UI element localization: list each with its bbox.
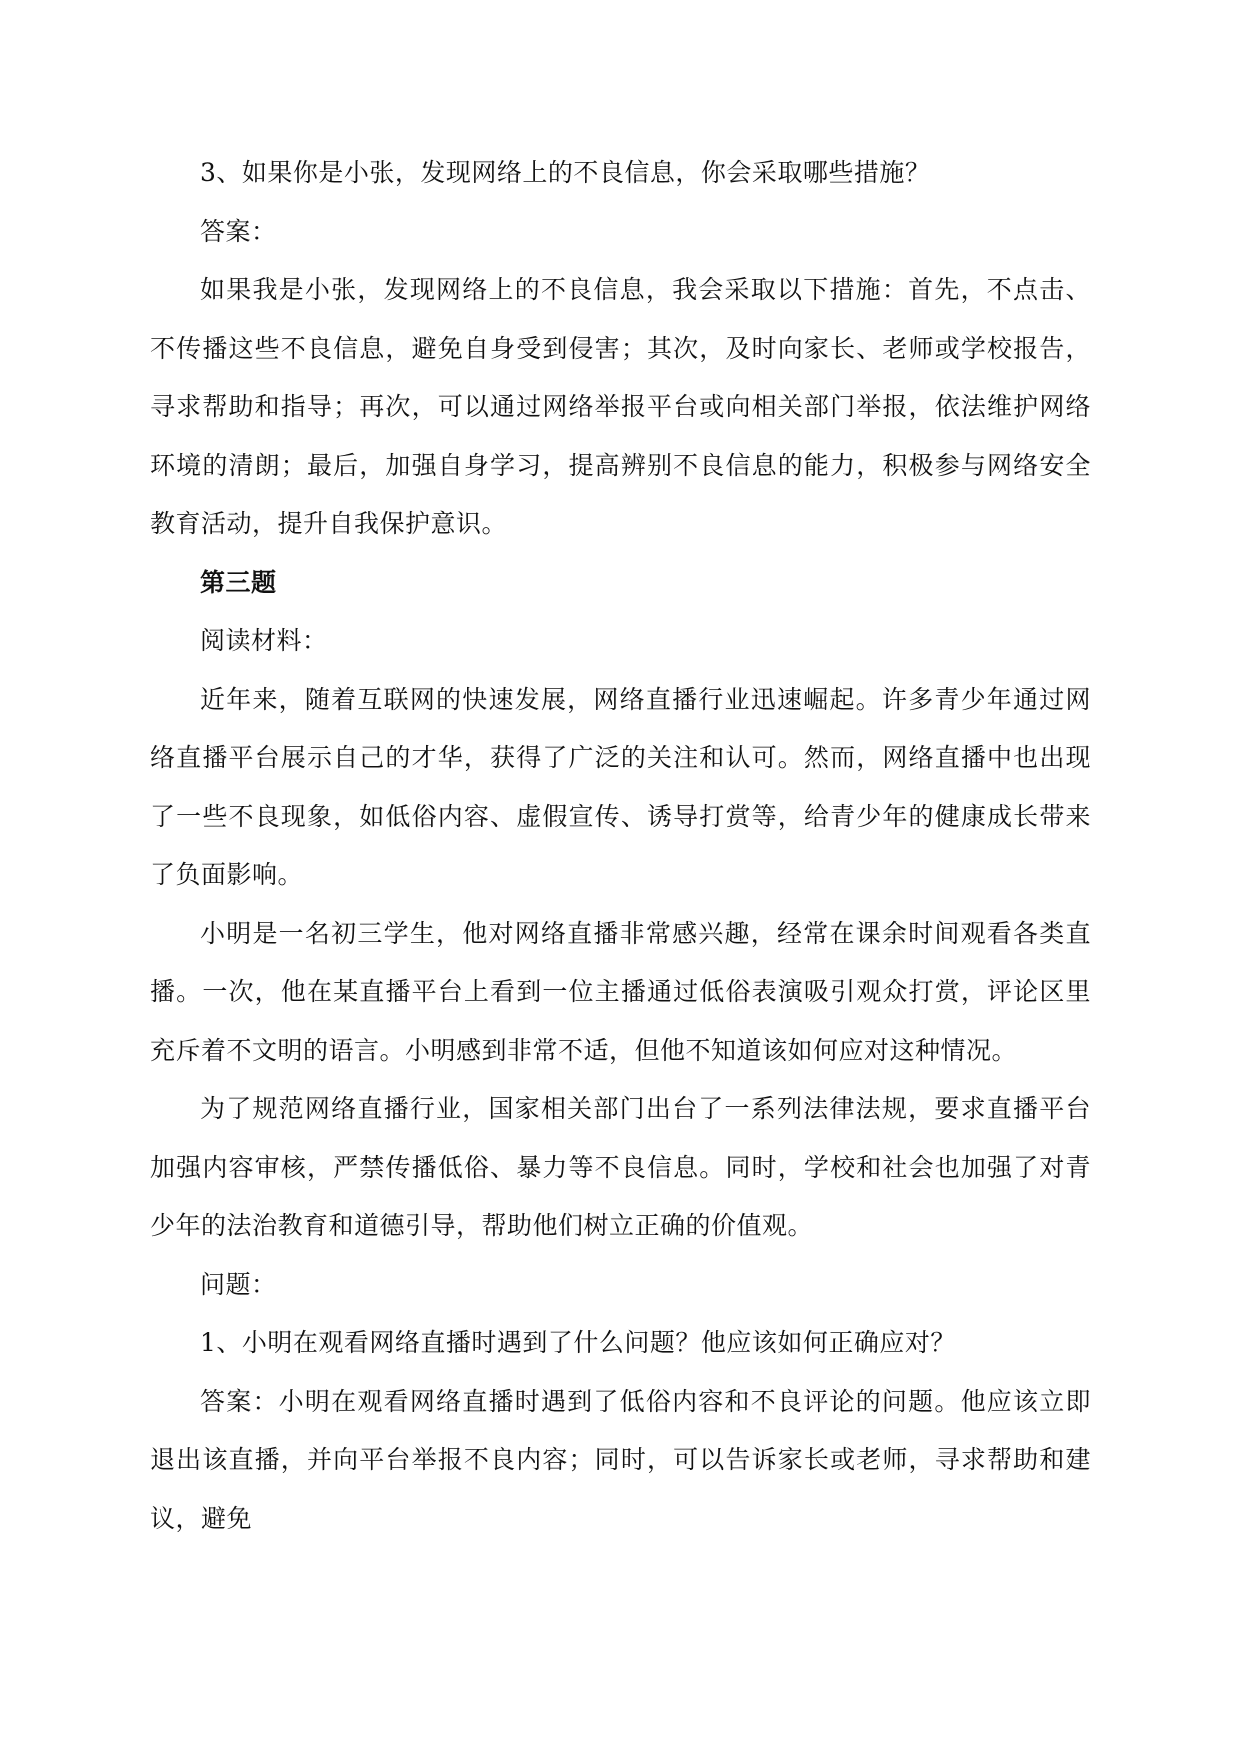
answer-1-text: 答案：小明在观看网络直播时遇到了低俗内容和不良评论的问题。他应该立即退出该直播，并向平台举报不良内容；同时，可以告诉家长或老师，寻求帮助和建议，避免 xyxy=(150,1386,1091,1533)
question-1: 1、小明在观看网络直播时遇到了什么问题？他应该如何正确应对？ xyxy=(200,1328,956,1357)
answer-text: 如果我是小张，发现网络上的不良信息，我会采取以下措施：首先，不点击、不传播这些不良信息，避免自身受到侵害；其次，及时向家长、老师或学校报告，寻求帮助和指导；再次，可以通过网络举报平台或向相关部门举报，依法维护网络环境的清朗；最后，加强自身学习，提高辨别不良信息的能力，积极参与网络安全教育活动，提升自我保护意识。 xyxy=(150,275,1091,538)
section-heading: 第三题 xyxy=(200,567,277,597)
answer-label: 答案： xyxy=(200,216,277,246)
reading-material-label: 阅读材料： xyxy=(200,626,328,655)
questions-label: 问题： xyxy=(200,1269,277,1299)
material-paragraph-3: 为了规范网络直播行业，国家相关部门出台了一系列法律法规，要求直播平台加强内容审核，严禁传播低俗、暴力等不良信息。同时，学校和社会也加强了对青少年的法治教育和道德引导，帮助他们树立正确的价值观。 xyxy=(150,1094,1091,1240)
material-paragraph-1: 近年来，随着互联网的快速发展，网络直播行业迅速崛起。许多青少年通过网络直播平台展示自己的才华，获得了广泛的关注和认可。然而，网络直播中也出现了一些不良现象，如低俗内容、虚假宣传、诱导打赏等，给青少年的健康成长带来了负面影响。 xyxy=(150,684,1091,889)
material-paragraph-2: 小明是一名初三学生，他对网络直播非常感兴趣，经常在课余时间观看各类直播。一次，他在某直播平台上看到一位主播通过低俗表演吸引观众打赏，评论区里充斥着不文明的语言。小明感到非常不适，但他不知道该如何应对这种情况。 xyxy=(150,918,1091,1065)
document-page xyxy=(150,144,1091,1548)
question-3: 3、如果你是小张，发现网络上的不良信息，你会采取哪些措施？ xyxy=(200,158,931,187)
